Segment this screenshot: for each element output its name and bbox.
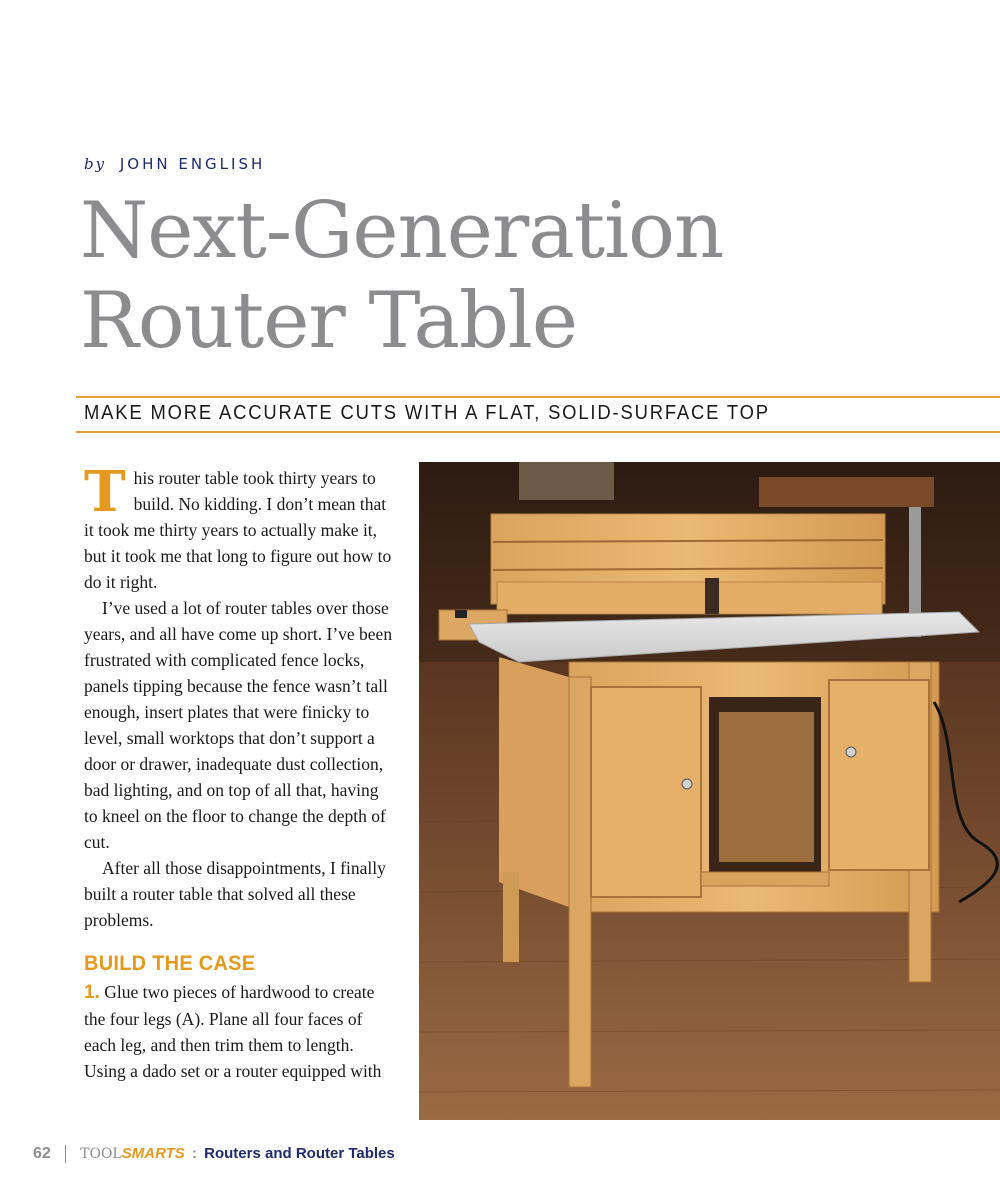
- body-paragraph-1: [84, 459, 396, 595]
- dek-rule-bottom: [76, 431, 1000, 433]
- page-footer: [33, 1145, 395, 1163]
- byline-prefix: by: [84, 155, 107, 173]
- router-table-photo: [419, 462, 1000, 1120]
- brand-tool: TOOL: [80, 1146, 122, 1162]
- title-line-2: Router Table: [80, 276, 578, 366]
- article-dek: MAKE MORE ACCURATE CUTS WITH A FLAT, SOLID-SURFACE TOP: [84, 402, 770, 424]
- dek-rule-top: [76, 396, 1000, 398]
- article-title: [80, 186, 723, 366]
- body-paragraph-2: I’ve used a lot of router tables over those years, and all have come up short. I’ve been frustrated with complicated fence locks, panels tipping because the fence wasn’t tall enough, insert plates that were finicky to level, small worktops that don’t support a door or drawer, inadequate dust collection, bad lighting, and on top of all that, having to kneel on the floor to change the depth of cut.: [84, 598, 393, 852]
- section-name: Routers and Router Tables: [204, 1145, 395, 1162]
- title-line-1: Next-Generation: [80, 186, 724, 276]
- page-number: 62: [33, 1145, 51, 1162]
- step-text: Glue two pieces of hardwood to create the four legs (A). Plane all four faces of each leg, and then trim them to length. Using a dado set or a router equipped with: [84, 982, 382, 1081]
- drop-cap: T: [84, 459, 126, 525]
- paragraph-text: his router table took thirty years to build. No kidding. I don’t mean that it took me thirty years to actually make it, but it took me that long to figure out how to do it right.: [84, 468, 392, 592]
- body-paragraph-3: After all those disappointments, I finally built a router table that solved all these problems.: [84, 858, 386, 930]
- brand-smarts: SMARTS: [121, 1145, 185, 1162]
- footer-colon: :: [191, 1145, 197, 1162]
- step-1: [84, 979, 396, 1084]
- byline-author: JOHN ENGLISH: [119, 155, 266, 173]
- body-column: [84, 459, 396, 1084]
- byline: [84, 155, 265, 173]
- footer-divider: [65, 1145, 66, 1163]
- section-heading: BUILD THE CASE: [84, 952, 256, 975]
- router-table-illustration: [419, 462, 1000, 1120]
- step-number: 1.: [84, 982, 100, 1003]
